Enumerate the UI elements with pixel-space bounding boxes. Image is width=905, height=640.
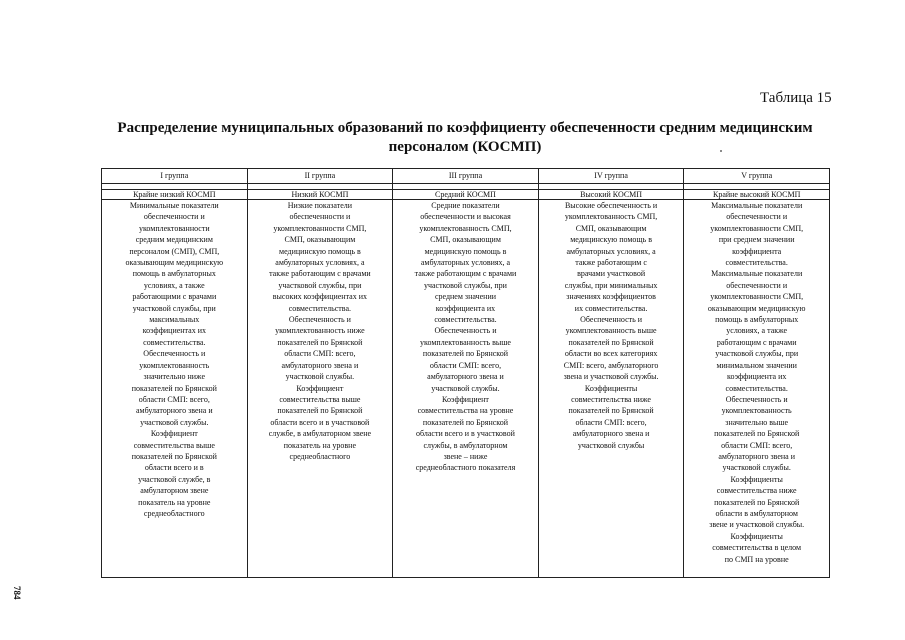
- description-text-2: Низкие показатели обеспеченности и укомплектованности СМП, СМП, оказывающим медицинскую помощь в амбулаторных условиях, а также работающим с врачами участковой службы, при высоких коэффициентах их совместительства. Обеспеченность и укомплектованность ниже показателей по Брянской области СМП: всего, амбулаторного звена и участковой службы. Коэффициент совместительства выше показателей по Брянской области всего и в участковой службе, в амбулаторном звене показатель на уровне среднеобластного: [268, 201, 372, 461]
- description-text-3: Средние показатели обеспеченности и высокая укомплектованность СМП, СМП, оказывающим медицинскую помощь в амбулаторных условиях, а также работающим с врачами участковой службы, при среднем значении коэффициента их совместительства. Обеспеченность и укомплектованность выше показателей по Брянской области СМП: всего, амбулаторного звена и участковой службы. Коэффициент совместительства на уровне показателей по Брянской области всего и в участковой службы, в амбулаторном звене – ниже среднеобластного показателя: [414, 201, 517, 473]
- group-header-5: V группа: [684, 169, 830, 184]
- level-cell-4: Высокий КОСМП: [538, 190, 684, 200]
- level-cell-5: Крайне высокий КОСМП: [684, 190, 830, 200]
- page-number: 784: [12, 586, 22, 600]
- level-cell-2: Низкий КОСМП: [247, 190, 393, 200]
- table-title: Распределение муниципальных образований по коэффициенту обеспеченности средним медицинским персоналом (КОСМП): [117, 120, 813, 155]
- description-cell-1: [102, 200, 248, 578]
- group-header-3: III группа: [393, 169, 539, 184]
- description-cell-4: [538, 200, 684, 578]
- group-header-1: I группа: [102, 169, 248, 184]
- table-number: Таблица 15: [760, 90, 832, 106]
- kosmp-table: [101, 168, 830, 578]
- description-cell-2: [247, 200, 393, 578]
- description-text-1: Минимальные показатели обеспеченности и укомплектованности средним медицинским персоналом (СМП), СМП, оказывающим медицинскую помощь в амбулаторных условиях, а также работающими с врачами участковой службы, при максимальных коэффициентах их совместительства. Обеспеченность и укомплектованность значительно ниже показателей по Брянской области СМП: всего, амбулаторного звена и участковой службы. Коэффициент совместительства выше показателей по Брянской области всего и в участковой службе, в амбулаторном звене показатель на уровне среднеобластного: [125, 201, 224, 518]
- description-row: [102, 200, 830, 578]
- scan-speck: [720, 150, 722, 152]
- description-text-5: Максимальные показатели обеспеченности и укомплектованности СМП, при среднем значении коэффициента совместительства. Максимальные показатели обеспеченности и укомплектованности СМП, оказывающим медицинскую помощь в амбулаторных условиях, а также работающим с врачами участковой службы, при минимальном значении коэффициента их совместительства. Обеспеченность и укомплектованность значительно выше показателей по Брянской области СМП: всего, амбулаторного звена и участковой службы. Коэффициенты совместительства ниже показателей по Брянской области в амбулаторном звене и участковой службы. Коэффициенты совместительства в целом по СМП на уровне: [707, 201, 806, 564]
- description-cell-5: [684, 200, 830, 578]
- description-cell-3: [393, 200, 539, 578]
- description-text-4: Высокие обеспеченность и укомплектованность СМП, СМП, оказывающим медицинскую помощь в амбулаторных условиях, а также работающим с врачами участковой службы, при минимальных значениях коэффициентов их совместительства. Обеспеченность и укомплектованность выше показателей по Брянской области во всех категориях СМП: всего, амбулаторного звена и участковой службы. Коэффициенты совместительства ниже показателей по Брянской области СМП: всего, амбулаторного звена и участковой службы: [563, 201, 659, 450]
- group-header-row: [102, 169, 830, 184]
- level-cell-1: Крайне низкий КОСМП: [102, 190, 248, 200]
- group-header-4: IV группа: [538, 169, 684, 184]
- level-row: [102, 190, 830, 200]
- group-header-2: II группа: [247, 169, 393, 184]
- level-cell-3: Средний КОСМП: [393, 190, 539, 200]
